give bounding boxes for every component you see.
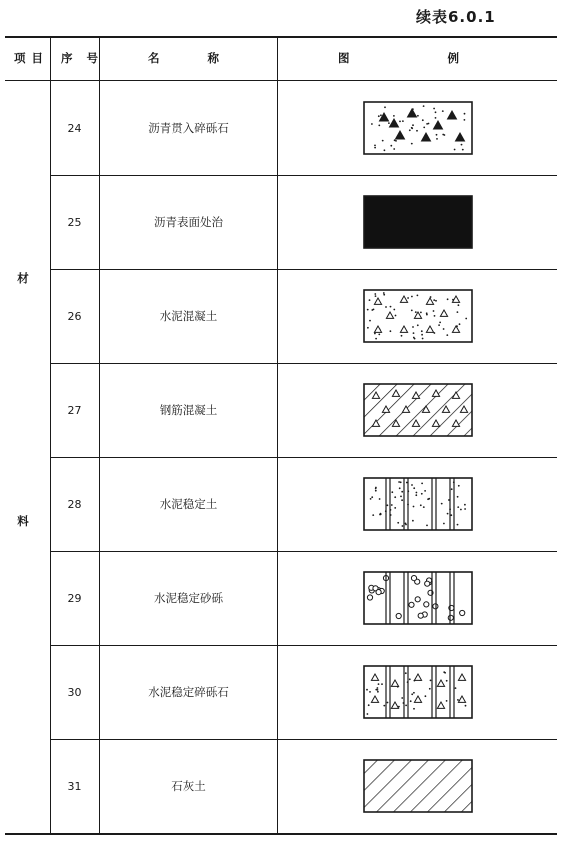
legend-triangles-dots-symbol — [364, 290, 472, 342]
row-number: 31 — [67, 779, 82, 793]
legend-strips-triangles-symbol — [364, 666, 472, 718]
header-item-char2: 目 — [31, 51, 43, 65]
header-legend-char2: 例 — [447, 51, 459, 65]
row-name: 水泥稳定碎砾石 — [148, 685, 229, 699]
legend-strips-dots-symbol — [364, 478, 472, 530]
table-caption: 续表6.0.1 — [416, 8, 496, 26]
legend-strips-circles-symbol — [364, 572, 472, 624]
header-seq-char2: 号 — [86, 51, 98, 65]
header-name-char2: 称 — [207, 51, 219, 65]
header-name-char1: 名 — [148, 51, 160, 65]
header-seq-char1: 序 — [61, 51, 73, 65]
row-number: 30 — [67, 685, 82, 699]
legend-solid-black-symbol — [364, 196, 472, 248]
row-name: 沥青表面处治 — [154, 215, 223, 229]
row-name: 水泥稳定砂砾 — [154, 591, 223, 605]
legend-triangles-filled-dots-symbol — [364, 102, 472, 154]
header-legend-char1: 图 — [338, 51, 350, 65]
row-number: 24 — [67, 121, 82, 135]
group-label-char1: 材 — [17, 271, 29, 285]
row-number: 25 — [67, 215, 82, 229]
row-name: 沥青贯入碎砾石 — [148, 121, 229, 135]
row-name: 水泥混凝土 — [159, 309, 218, 323]
row-number: 26 — [67, 309, 82, 323]
row-number: 28 — [67, 497, 82, 511]
group-label-char2: 料 — [17, 514, 29, 528]
legend-hatch-symbol — [364, 760, 472, 812]
legend-hatch-triangles-symbol — [364, 384, 472, 436]
row-number: 27 — [67, 403, 82, 417]
row-number: 29 — [67, 591, 82, 605]
header-item-char1: 项 — [14, 51, 26, 65]
row-name: 钢筋混凝土 — [159, 403, 218, 417]
row-name: 石灰土 — [171, 779, 206, 793]
row-name: 水泥稳定土 — [159, 497, 218, 511]
